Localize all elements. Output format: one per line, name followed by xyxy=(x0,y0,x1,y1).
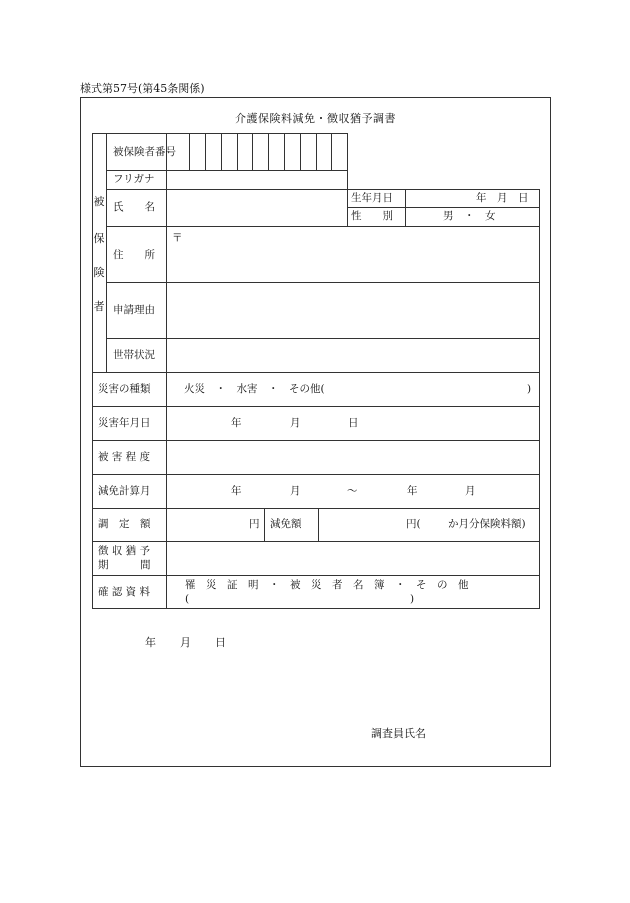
digit-box-line xyxy=(189,133,190,170)
table-right-upper xyxy=(347,133,348,190)
insured-group-char: 険 xyxy=(93,266,105,279)
amount-col-line xyxy=(318,508,319,541)
gender-value: 男 ・ 女 xyxy=(443,210,496,222)
footer-year: 年 xyxy=(145,636,156,649)
birthdate-label: 生年月日 xyxy=(351,192,393,204)
reduction-amount-label: 減免額 xyxy=(270,518,302,530)
date-month: 月 xyxy=(290,417,301,429)
name-label: 氏 名 xyxy=(113,201,155,213)
digit-box-line xyxy=(268,133,269,170)
furigana-label: フリガナ xyxy=(113,173,155,185)
date-day: 日 xyxy=(348,417,359,429)
row-line xyxy=(106,282,540,283)
row-line xyxy=(347,207,540,208)
row-line xyxy=(92,406,540,407)
amount-col-line xyxy=(264,508,265,541)
calc-tilde: 〜 xyxy=(347,485,358,497)
assessed-yen: 円 xyxy=(249,518,260,530)
form-title: 介護保険料減免・徴収猶予調書 xyxy=(235,112,396,125)
calc-year-1: 年 xyxy=(231,485,242,497)
table-bottom xyxy=(92,608,540,609)
digit-box-line xyxy=(221,133,222,170)
disaster-date-label: 災害年月日 xyxy=(98,417,151,429)
date-year: 年 xyxy=(231,417,242,429)
row-line xyxy=(106,338,540,339)
group-col-line xyxy=(106,133,107,372)
birthdate-value: 年 月 日 xyxy=(476,192,529,204)
insured-number-label: 被保険者番号 xyxy=(113,146,176,158)
insured-group-char: 者 xyxy=(93,300,105,313)
disaster-close: ) xyxy=(527,383,532,395)
footer-month: 月 xyxy=(180,636,191,649)
reason-label: 申請理由 xyxy=(113,304,155,316)
calc-year-2: 年 xyxy=(407,485,418,497)
insured-group-char: 被 xyxy=(93,195,105,208)
household-label: 世帯状況 xyxy=(113,349,155,361)
assessed-amount-label: 調 定 額 xyxy=(98,518,151,530)
digit-box-line xyxy=(237,133,238,170)
table-top xyxy=(92,133,348,134)
row-line xyxy=(92,575,540,576)
insured-group-char: 保 xyxy=(93,232,105,245)
birth-col-line xyxy=(347,189,348,226)
disaster-options: 火災 ・ 水害 ・ その他( xyxy=(184,383,325,395)
digit-box-line xyxy=(316,133,317,170)
digit-box-line xyxy=(252,133,253,170)
table-right xyxy=(539,189,540,609)
footer-day: 日 xyxy=(215,636,226,649)
address-label: 住 所 xyxy=(113,249,155,261)
digit-box-line xyxy=(205,133,206,170)
postal-mark: 〒 xyxy=(172,232,183,244)
damage-level-label: 被 害 程 度 xyxy=(98,451,151,463)
label-col-line xyxy=(166,133,167,608)
row-line xyxy=(92,372,540,373)
birth-col-line xyxy=(405,189,406,226)
confirm-open: ( xyxy=(185,593,190,605)
deferment-label-2: 期 間 xyxy=(98,559,151,571)
row-line xyxy=(106,170,348,171)
row-line xyxy=(92,541,540,542)
reduction-yen: 円( xyxy=(406,518,421,530)
investigator-name-label: 調査員氏名 xyxy=(371,727,426,740)
calc-month-1: 月 xyxy=(290,485,301,497)
digit-box-line xyxy=(300,133,301,170)
row-line xyxy=(92,508,540,509)
digit-box-line xyxy=(284,133,285,170)
row-line xyxy=(92,474,540,475)
calc-month-label: 減免計算月 xyxy=(98,485,151,497)
digit-box-line xyxy=(331,133,332,170)
calc-month-2: 月 xyxy=(465,485,476,497)
row-line xyxy=(106,226,540,227)
row-line xyxy=(92,440,540,441)
row-line xyxy=(106,189,540,190)
gender-label: 性 別 xyxy=(351,210,393,222)
confirm-docs-label: 確 認 資 料 xyxy=(98,586,151,598)
deferment-label-1: 徴 収 猶 予 xyxy=(98,545,151,557)
disaster-type-label: 災害の種類 xyxy=(98,383,151,395)
confirm-close: ) xyxy=(410,593,415,605)
form-number: 様式第57号(第45条関係) xyxy=(80,82,205,95)
monthly-premium-label: か月分保険料額) xyxy=(448,518,526,530)
confirm-options: 罹 災 証 明 ・ 被 災 者 名 簿 ・ そ の 他 xyxy=(185,579,469,591)
